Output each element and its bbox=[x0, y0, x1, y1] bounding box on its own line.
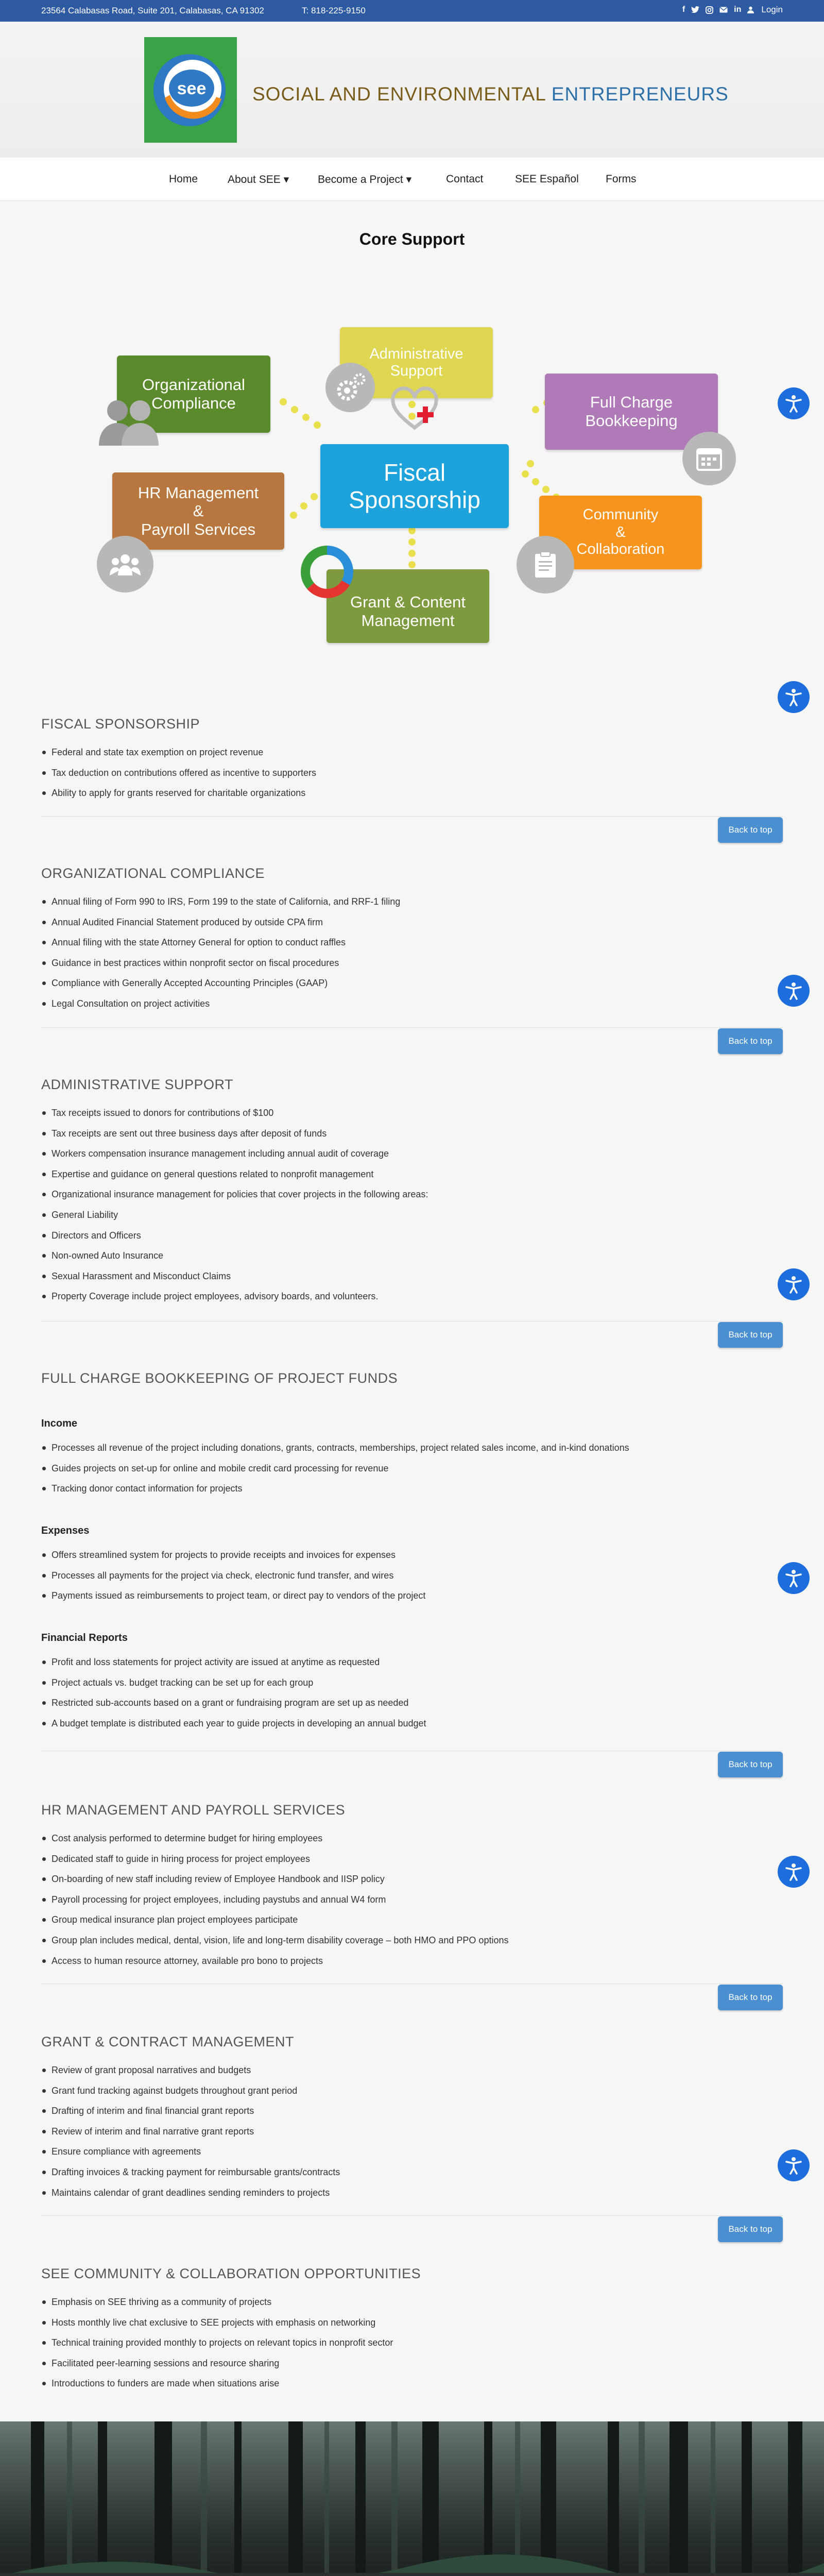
nav-home[interactable]: Home bbox=[169, 173, 198, 185]
nav-forms[interactable]: Forms bbox=[606, 173, 637, 185]
donut-chart-icon bbox=[299, 544, 355, 600]
list-item: Emphasis on SEE thriving as a community of projects bbox=[41, 2296, 393, 2316]
logo-text: see bbox=[177, 79, 207, 98]
node-label: Compliance bbox=[151, 394, 236, 412]
node-label: Community bbox=[582, 506, 659, 523]
back-to-top-button[interactable]: Back to top bbox=[718, 817, 783, 843]
list-item: Tracking donor contact information for projects bbox=[41, 1482, 629, 1503]
income-list bbox=[41, 1442, 629, 1503]
hr-list bbox=[41, 1832, 508, 1975]
divider bbox=[41, 1027, 783, 1028]
accessibility-button[interactable] bbox=[778, 387, 810, 419]
back-to-top-button[interactable]: Back to top bbox=[718, 1028, 783, 1054]
list-item: Group plan includes medical, dental, vision, life and long-term disability coverage – both HMO and PPO options bbox=[41, 1934, 508, 1955]
expenses-list bbox=[41, 1549, 425, 1610]
people-icon bbox=[93, 394, 165, 446]
phone-text: T: 818-225-9150 bbox=[302, 6, 366, 15]
accessibility-icon bbox=[784, 687, 803, 707]
accessibility-button[interactable] bbox=[778, 2149, 810, 2181]
admin-list bbox=[41, 1107, 428, 1311]
back-to-top-button[interactable]: Back to top bbox=[718, 1985, 783, 2010]
node-label: Support bbox=[390, 363, 443, 379]
heart-icon bbox=[389, 386, 440, 433]
list-item: Guides projects on set-up for online and mobile credit card processing for revenue bbox=[41, 1462, 629, 1483]
accessibility-button[interactable] bbox=[778, 975, 810, 1007]
node-hr-management[interactable] bbox=[112, 472, 284, 550]
twitter-icon[interactable] bbox=[691, 6, 699, 13]
list-item: Hosts monthly live chat exclusive to SEE projects with emphasis on networking bbox=[41, 2316, 393, 2337]
grant-list bbox=[41, 2064, 340, 2207]
node-label: Administrative bbox=[369, 345, 464, 362]
see-logo[interactable] bbox=[144, 37, 237, 143]
list-item: Drafting of interim and final financial grant reports bbox=[41, 2105, 340, 2125]
back-to-top-button[interactable]: Back to top bbox=[718, 2216, 783, 2242]
gears-icon bbox=[324, 362, 376, 413]
nav-see-espanol[interactable]: SEE Español bbox=[515, 173, 579, 185]
section-title: SEE COMMUNITY & COLLABORATION OPPORTUNITIES bbox=[41, 2266, 421, 2281]
user-icon[interactable] bbox=[747, 6, 754, 13]
back-to-top-button[interactable]: Back to top bbox=[718, 1752, 783, 1777]
list-item: Processes all payments for the project via check, electronic fund transfer, and wires bbox=[41, 1569, 425, 1590]
node-label: Organizational bbox=[142, 376, 245, 394]
list-item: Federal and state tax exemption on project revenue bbox=[41, 746, 316, 767]
brand-name-part2: ENTREPRENEURS bbox=[551, 83, 729, 105]
section-title: FULL CHARGE BOOKKEEPING OF PROJECT FUNDS bbox=[41, 1370, 398, 1386]
accessibility-icon bbox=[784, 394, 803, 413]
list-item: Payments issued as reimbursements to project team, or direct pay to vendors of the project bbox=[41, 1589, 425, 1610]
accessibility-icon bbox=[784, 1862, 803, 1882]
nav-become-project[interactable]: Become a Project ▾ bbox=[318, 174, 412, 185]
cookie-banner bbox=[0, 2573, 824, 2576]
list-item: Restricted sub-accounts based on a grant or fundraising program are set up as needed bbox=[41, 1697, 426, 1717]
accessibility-button[interactable] bbox=[778, 681, 810, 713]
instagram-icon[interactable] bbox=[706, 6, 713, 14]
accessibility-button[interactable] bbox=[778, 1856, 810, 1888]
footer-forest-image bbox=[0, 2421, 824, 2576]
list-item: Tax receipts are sent out three business days after deposit of funds bbox=[41, 1127, 428, 1148]
list-item: Processes all revenue of the project including donations, grants, contracts, memberships, project related sales income, and in-kind donations bbox=[41, 1442, 629, 1462]
back-to-top-button[interactable]: Back to top bbox=[718, 1322, 783, 1348]
list-item: General Liability bbox=[41, 1209, 428, 1229]
node-label: Collaboration bbox=[576, 541, 665, 558]
list-item: Offers streamlined system for projects to provide receipts and invoices for expenses bbox=[41, 1549, 425, 1569]
node-label: Fiscal Sponsorship bbox=[349, 459, 480, 513]
divider bbox=[41, 816, 783, 817]
brand-name-part1: SOCIAL AND ENVIRONMENTAL bbox=[252, 83, 546, 105]
list-item: Technical training provided monthly to projects on relevant topics in nonprofit sector bbox=[41, 2336, 393, 2357]
community-list bbox=[41, 2296, 393, 2398]
section-title: GRANT & CONTRACT MANAGEMENT bbox=[41, 2034, 295, 2049]
list-item: Directors and Officers bbox=[41, 1229, 428, 1250]
reports-list bbox=[41, 1656, 426, 1737]
list-item: Payroll processing for project employees, including paystubs and annual W4 form bbox=[41, 1893, 508, 1914]
list-item: Ensure compliance with agreements bbox=[41, 2145, 340, 2166]
accessibility-button[interactable] bbox=[778, 1268, 810, 1300]
node-label: HR Management bbox=[138, 483, 259, 502]
divider bbox=[41, 2215, 783, 2216]
list-item: A budget template is distributed each year to guide projects in developing an annual budget bbox=[41, 1717, 426, 1738]
list-item: Non-owned Auto Insurance bbox=[41, 1249, 428, 1270]
accessibility-button[interactable] bbox=[778, 1562, 810, 1594]
section-title: HR MANAGEMENT AND PAYROLL SERVICES bbox=[41, 1802, 346, 1818]
list-item: Grant fund tracking against budgets throughout grant period bbox=[41, 2084, 340, 2105]
list-item: Compliance with Generally Accepted Accounting Principles (GAAP) bbox=[41, 977, 400, 997]
org-list bbox=[41, 895, 400, 1018]
list-item: Legal Consultation on project activities bbox=[41, 997, 400, 1018]
login-link[interactable]: Login bbox=[761, 5, 783, 14]
list-item: Expertise and guidance on general questions related to nonprofit management bbox=[41, 1168, 428, 1189]
list-item: Ability to apply for grants reserved for charitable organizations bbox=[41, 787, 316, 807]
fiscal-list bbox=[41, 746, 316, 807]
node-label: & bbox=[615, 523, 626, 540]
list-item: Introductions to funders are made when situations arise bbox=[41, 2377, 393, 2398]
list-item: Project actuals vs. budget tracking can be set up for each group bbox=[41, 1676, 426, 1697]
email-icon[interactable] bbox=[719, 7, 728, 13]
financial-reports-heading: Financial Reports bbox=[41, 1632, 128, 1643]
node-label: Bookkeeping bbox=[585, 412, 678, 430]
list-item: Access to human resource attorney, available pro bono to projects bbox=[41, 1955, 508, 1975]
list-item: Drafting invoices & tracking payment for reimbursable grants/contracts bbox=[41, 2166, 340, 2187]
calendar-icon bbox=[682, 432, 736, 485]
list-item: Guidance in best practices within nonprofit sector on fiscal procedures bbox=[41, 957, 400, 977]
list-item: Cost analysis performed to determine budget for hiring employees bbox=[41, 1832, 508, 1853]
list-item: Annual Audited Financial Statement produced by outside CPA firm bbox=[41, 916, 400, 937]
list-item: Annual filing of Form 990 to IRS, Form 199 to the state of California, and RRF-1 filing bbox=[41, 895, 400, 916]
list-item: Sexual Harassment and Misconduct Claims bbox=[41, 1270, 428, 1291]
node-fiscal-sponsorship[interactable] bbox=[320, 444, 509, 528]
list-item: Dedicated staff to guide in hiring process for project employees bbox=[41, 1853, 508, 1873]
accessibility-icon bbox=[784, 2156, 803, 2175]
list-item: Profit and loss statements for project activity are issued at anytime as requested bbox=[41, 1656, 426, 1676]
list-item: Annual filing with the state Attorney General for option to conduct raffles bbox=[41, 936, 400, 957]
list-item: Workers compensation insurance management including annual audit of coverage bbox=[41, 1147, 428, 1168]
list-item: Property Coverage include project employees, advisory boards, and volunteers. bbox=[41, 1290, 428, 1311]
address-text: 23564 Calabasas Road, Suite 201, Calabasas, CA 91302 bbox=[41, 6, 264, 15]
accessibility-icon bbox=[784, 1275, 803, 1294]
list-item: Group medical insurance plan project employees participate bbox=[41, 1913, 508, 1934]
section-title: ADMINISTRATIVE SUPPORT bbox=[41, 1077, 234, 1092]
list-item: Organizational insurance management for policies that cover projects in the following areas: bbox=[41, 1188, 428, 1209]
accessibility-icon bbox=[784, 1568, 803, 1588]
expenses-heading: Expenses bbox=[41, 1525, 90, 1536]
node-label: & bbox=[193, 502, 204, 520]
list-item: Tax receipts issued to donors for contributions of $100 bbox=[41, 1107, 428, 1127]
linkedin-icon[interactable]: in bbox=[734, 5, 742, 14]
group-icon bbox=[97, 536, 153, 592]
list-item: On-boarding of new staff including review of Employee Handbook and IISP policy bbox=[41, 1873, 508, 1893]
clipboard-icon bbox=[517, 536, 574, 594]
node-label: Full Charge bbox=[590, 393, 673, 412]
list-item: Tax deduction on contributions offered as incentive to supporters bbox=[41, 767, 316, 787]
node-label: Grant & Content bbox=[350, 592, 466, 611]
nav-contact[interactable]: Contact bbox=[446, 173, 484, 185]
section-title: FISCAL SPONSORSHIP bbox=[41, 716, 200, 732]
nav-about[interactable]: About SEE ▾ bbox=[228, 174, 289, 185]
forest-illustration bbox=[0, 2421, 824, 2576]
facebook-icon[interactable]: f bbox=[682, 5, 685, 14]
social-links bbox=[682, 5, 783, 15]
main-nav bbox=[0, 158, 824, 201]
top-bar bbox=[0, 0, 824, 22]
page-title: Core Support bbox=[359, 230, 465, 248]
income-heading: Income bbox=[41, 1418, 78, 1429]
node-label: Payroll Services bbox=[141, 520, 256, 538]
section-title: ORGANIZATIONAL COMPLIANCE bbox=[41, 866, 265, 881]
list-item: Review of interim and final narrative grant reports bbox=[41, 2125, 340, 2146]
brand-name bbox=[252, 83, 729, 105]
site-header bbox=[0, 22, 824, 158]
list-item: Maintains calendar of grant deadlines sending reminders to projects bbox=[41, 2187, 340, 2207]
core-support-diagram bbox=[82, 309, 742, 649]
list-item: Review of grant proposal narratives and budgets bbox=[41, 2064, 340, 2084]
list-item: Facilitated peer-learning sessions and resource sharing bbox=[41, 2357, 393, 2378]
node-label: Management bbox=[361, 611, 455, 630]
accessibility-icon bbox=[784, 981, 803, 1001]
